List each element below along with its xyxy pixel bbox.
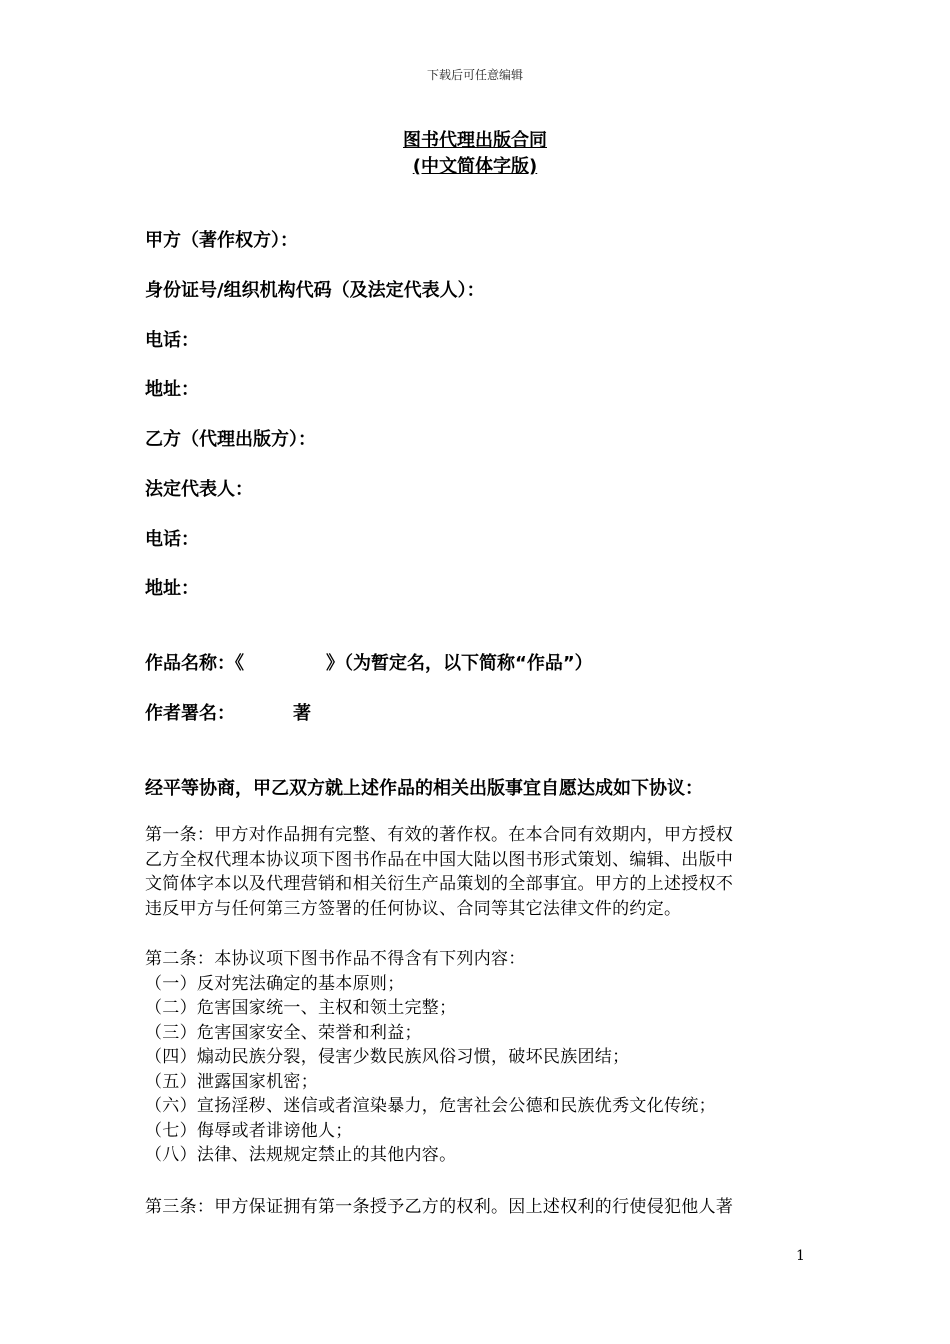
article-1-line: 违反甲方与任何第三方签署的任何协议、合同等其它法律文件的约定。 bbox=[145, 898, 682, 919]
party-a-phone-label: 电话： bbox=[145, 330, 199, 351]
article-2-item: （六）宣扬淫秽、迷信或者渲染暴力，危害社会公德和民族优秀文化传统； bbox=[145, 1096, 716, 1116]
party-a-id-label: 身份证号/组织机构代码（及法定代表人）： bbox=[145, 280, 485, 301]
article-2-intro: 第二条：本协议项下图书作品不得含有下列内容： bbox=[145, 949, 526, 969]
article-1-line: 文简体字本以及代理营销和相关衍生产品策划的全部事宜。甲方的上述授权不 bbox=[145, 874, 734, 894]
page-number: 1 bbox=[796, 1248, 805, 1264]
party-b-rep-label: 法定代表人： bbox=[145, 479, 253, 500]
article-2 bbox=[145, 947, 810, 1168]
article-2-item: （八）法律、法规规定禁止的其他内容。 bbox=[145, 1145, 457, 1165]
author-label: 作者署名： bbox=[145, 703, 235, 724]
article-3-line: 第三条：甲方保证拥有第一条授予乙方的权利。因上述权利的行使侵犯他人著 bbox=[145, 1197, 734, 1217]
article-2-item: （三）危害国家安全、荣誉和利益； bbox=[145, 1022, 422, 1043]
work-name-row bbox=[145, 649, 593, 675]
contract-subtitle: (中文简体字版) bbox=[412, 156, 538, 177]
author-suffix: 著 bbox=[293, 703, 311, 724]
agreement-intro: 经平等协商，甲乙双方就上述作品的相关出版事宜自愿达成如下协议： bbox=[145, 778, 703, 799]
article-1-line: 第一条：甲方对作品拥有完整、有效的著作权。在本合同有效期内，甲方授权 bbox=[145, 825, 734, 845]
party-a-label: 甲方（著作权方）： bbox=[145, 230, 298, 251]
contract-title: 图书代理出版合同 bbox=[403, 130, 547, 151]
article-2-item: （七）侮辱或者诽谤他人； bbox=[145, 1120, 353, 1141]
work-name-label: 作品名称：《 bbox=[145, 653, 244, 674]
article-1 bbox=[145, 823, 810, 921]
party-a-address-label: 地址： bbox=[145, 379, 199, 400]
article-2-item: （一）反对宪法确定的基本原则； bbox=[145, 973, 405, 994]
article-3 bbox=[145, 1195, 810, 1220]
article-2-item: （五）泄露国家机密； bbox=[145, 1071, 318, 1092]
header-note: 下载后可任意编辑 bbox=[426, 68, 523, 82]
author-row bbox=[145, 699, 311, 725]
party-b-phone-label: 电话： bbox=[145, 529, 199, 550]
work-name-close: 》（为暂定名，以下简称“作品”） bbox=[326, 653, 593, 674]
party-b-label: 乙方（代理出版方）： bbox=[145, 429, 316, 450]
article-1-line: 乙方全权代理本协议项下图书作品在中国大陆以图书形式策划、编辑、出版中 bbox=[145, 849, 734, 870]
party-b-address-label: 地址： bbox=[145, 578, 199, 599]
article-2-item: （二）危害国家统一、主权和领土完整； bbox=[145, 998, 457, 1018]
article-2-item: （四）煽动民族分裂，侵害少数民族风俗习惯，破坏民族团结； bbox=[145, 1047, 630, 1067]
